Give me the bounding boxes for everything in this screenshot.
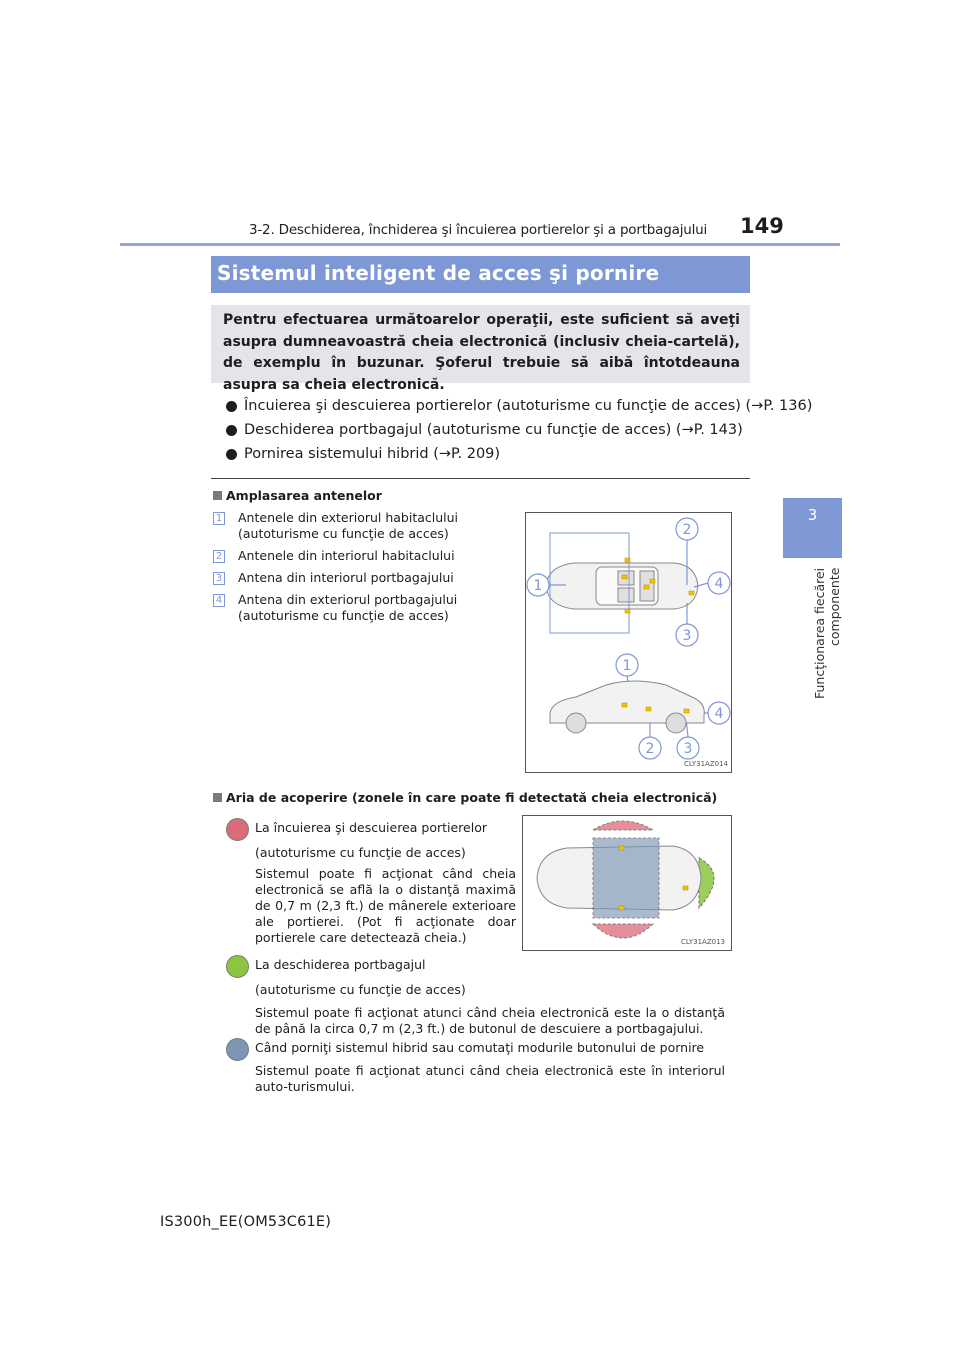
zone-lock-description: Sistemul poate fi acţionat când cheia electronică se află la o distanţă maximă de 0,7 m (2,3 ft.) de mânerele exterioare ale portierei. (Pot fi acţionate doar portierele care detectează cheia.) [255,866,516,945]
model-code: IS300h_EE(OM53C61E) [160,1214,332,1230]
chapter-header: 3-2. Deschiderea, închiderea şi încuierea portierelor şi a portbagajului [249,222,708,238]
car-antenna-diagram [526,513,731,772]
zone-trunk-description: Sistemul poate fi acţionat atunci când cheia electronică este la o distanţă de până la circa 0,7 m (2,3 ft.) de butonul de descuiere a portbagajului. [255,1005,725,1036]
square-bullet-icon [213,491,222,500]
start-zone-swatch-icon [226,1038,249,1061]
trunk-zone-swatch-icon [226,955,249,978]
chapter-tab: 3 [783,498,842,558]
zone-start-row: Când porniţi sistemul hibrid sau comutaţi modurile butonului de pornire [226,1038,704,1061]
svg-text:3: 3 [682,628,692,644]
antenna-list [213,510,473,630]
svg-text:1: 1 [622,658,632,674]
list-item: 2 Antenele din interiorul habitaclului [213,548,473,564]
number-badge: 1 [213,512,225,525]
svg-text:CLY31AZ014: CLY31AZ014 [684,760,728,768]
coverage-area-figure [522,815,732,951]
section-title: Sistemul inteligent de acces şi pornire [211,256,750,293]
intro-box: Pentru efectuarea următoarelor operaţii, este suficient să aveţi asupra dumneavoastră cheia electronică (inclusiv cheia-cartelă), de exemplu în buzunar. Şoferul trebuie să aibă întotdeauna asupra sa cheia electronică. [211,305,750,383]
bullet-icon [226,449,237,460]
number-badge: 4 [213,594,225,607]
page-number: 149 [740,214,784,238]
car-coverage-diagram [523,816,731,950]
list-item: 4 Antena din exteriorul portbagajului (autoturisme cu funcţie de acces) [213,592,473,624]
coverage-list: La încuierea şi descuierea portierelor (autoturisme cu funcţie de acces) Sistemul poate fi acţionat când cheia electronică se află la o distanţă maximă de 0,7 m (2,3 ft.) de mânerele exterioare ale portierei. (Pot fi acţionate doar portierele care detectează cheia.) La deschiderea portbagajul (autoturisme cu funcţie de acces) [226,818,516,998]
zone-trunk-row: La deschiderea portbagajul [226,955,516,978]
list-item: 1 Antenele din exteriorul habitaclului (autoturisme cu funcţie de acces) [213,510,473,542]
bullet-icon [226,401,237,412]
coverage-heading: Aria de acoperire (zonele în care poate fi detectată cheia electronică) [213,790,717,805]
section-divider [211,478,750,479]
svg-text:1: 1 [533,578,543,594]
list-item: Pornirea sistemului hibrid (→P. 209) [226,443,812,465]
antenna-heading: Amplasarea antenelor [213,488,382,503]
feature-list [226,395,812,467]
header-rule [120,243,840,246]
list-item: Încuierea şi descuierea portierelor (autoturisme cu funcţie de acces) (→P. 136) [226,395,812,417]
square-bullet-icon [213,793,222,802]
lock-zone-swatch-icon [226,818,249,841]
list-item: 3 Antena din interiorul portbagajului [213,570,473,586]
svg-text:4: 4 [714,576,724,592]
svg-text:2: 2 [645,741,655,757]
number-badge: 3 [213,572,225,585]
svg-text:4: 4 [714,706,724,722]
zone-lock-row: La încuierea şi descuierea portierelor [226,818,516,841]
svg-text:2: 2 [682,522,692,538]
svg-text:3: 3 [683,741,693,757]
number-badge: 2 [213,550,225,563]
zone-start-description: Sistemul poate fi acţionat atunci când cheia electronică este în interiorul auto-turismului. [255,1063,725,1094]
chapter-tab-label: Funcţionarea fiecărei componente [812,568,842,700]
antenna-location-figure [525,512,732,773]
svg-text:CLY31AZ013: CLY31AZ013 [681,938,725,946]
list-item: Deschiderea portbagajul (autoturisme cu funcţie de acces) (→P. 143) [226,419,812,441]
bullet-icon [226,425,237,436]
